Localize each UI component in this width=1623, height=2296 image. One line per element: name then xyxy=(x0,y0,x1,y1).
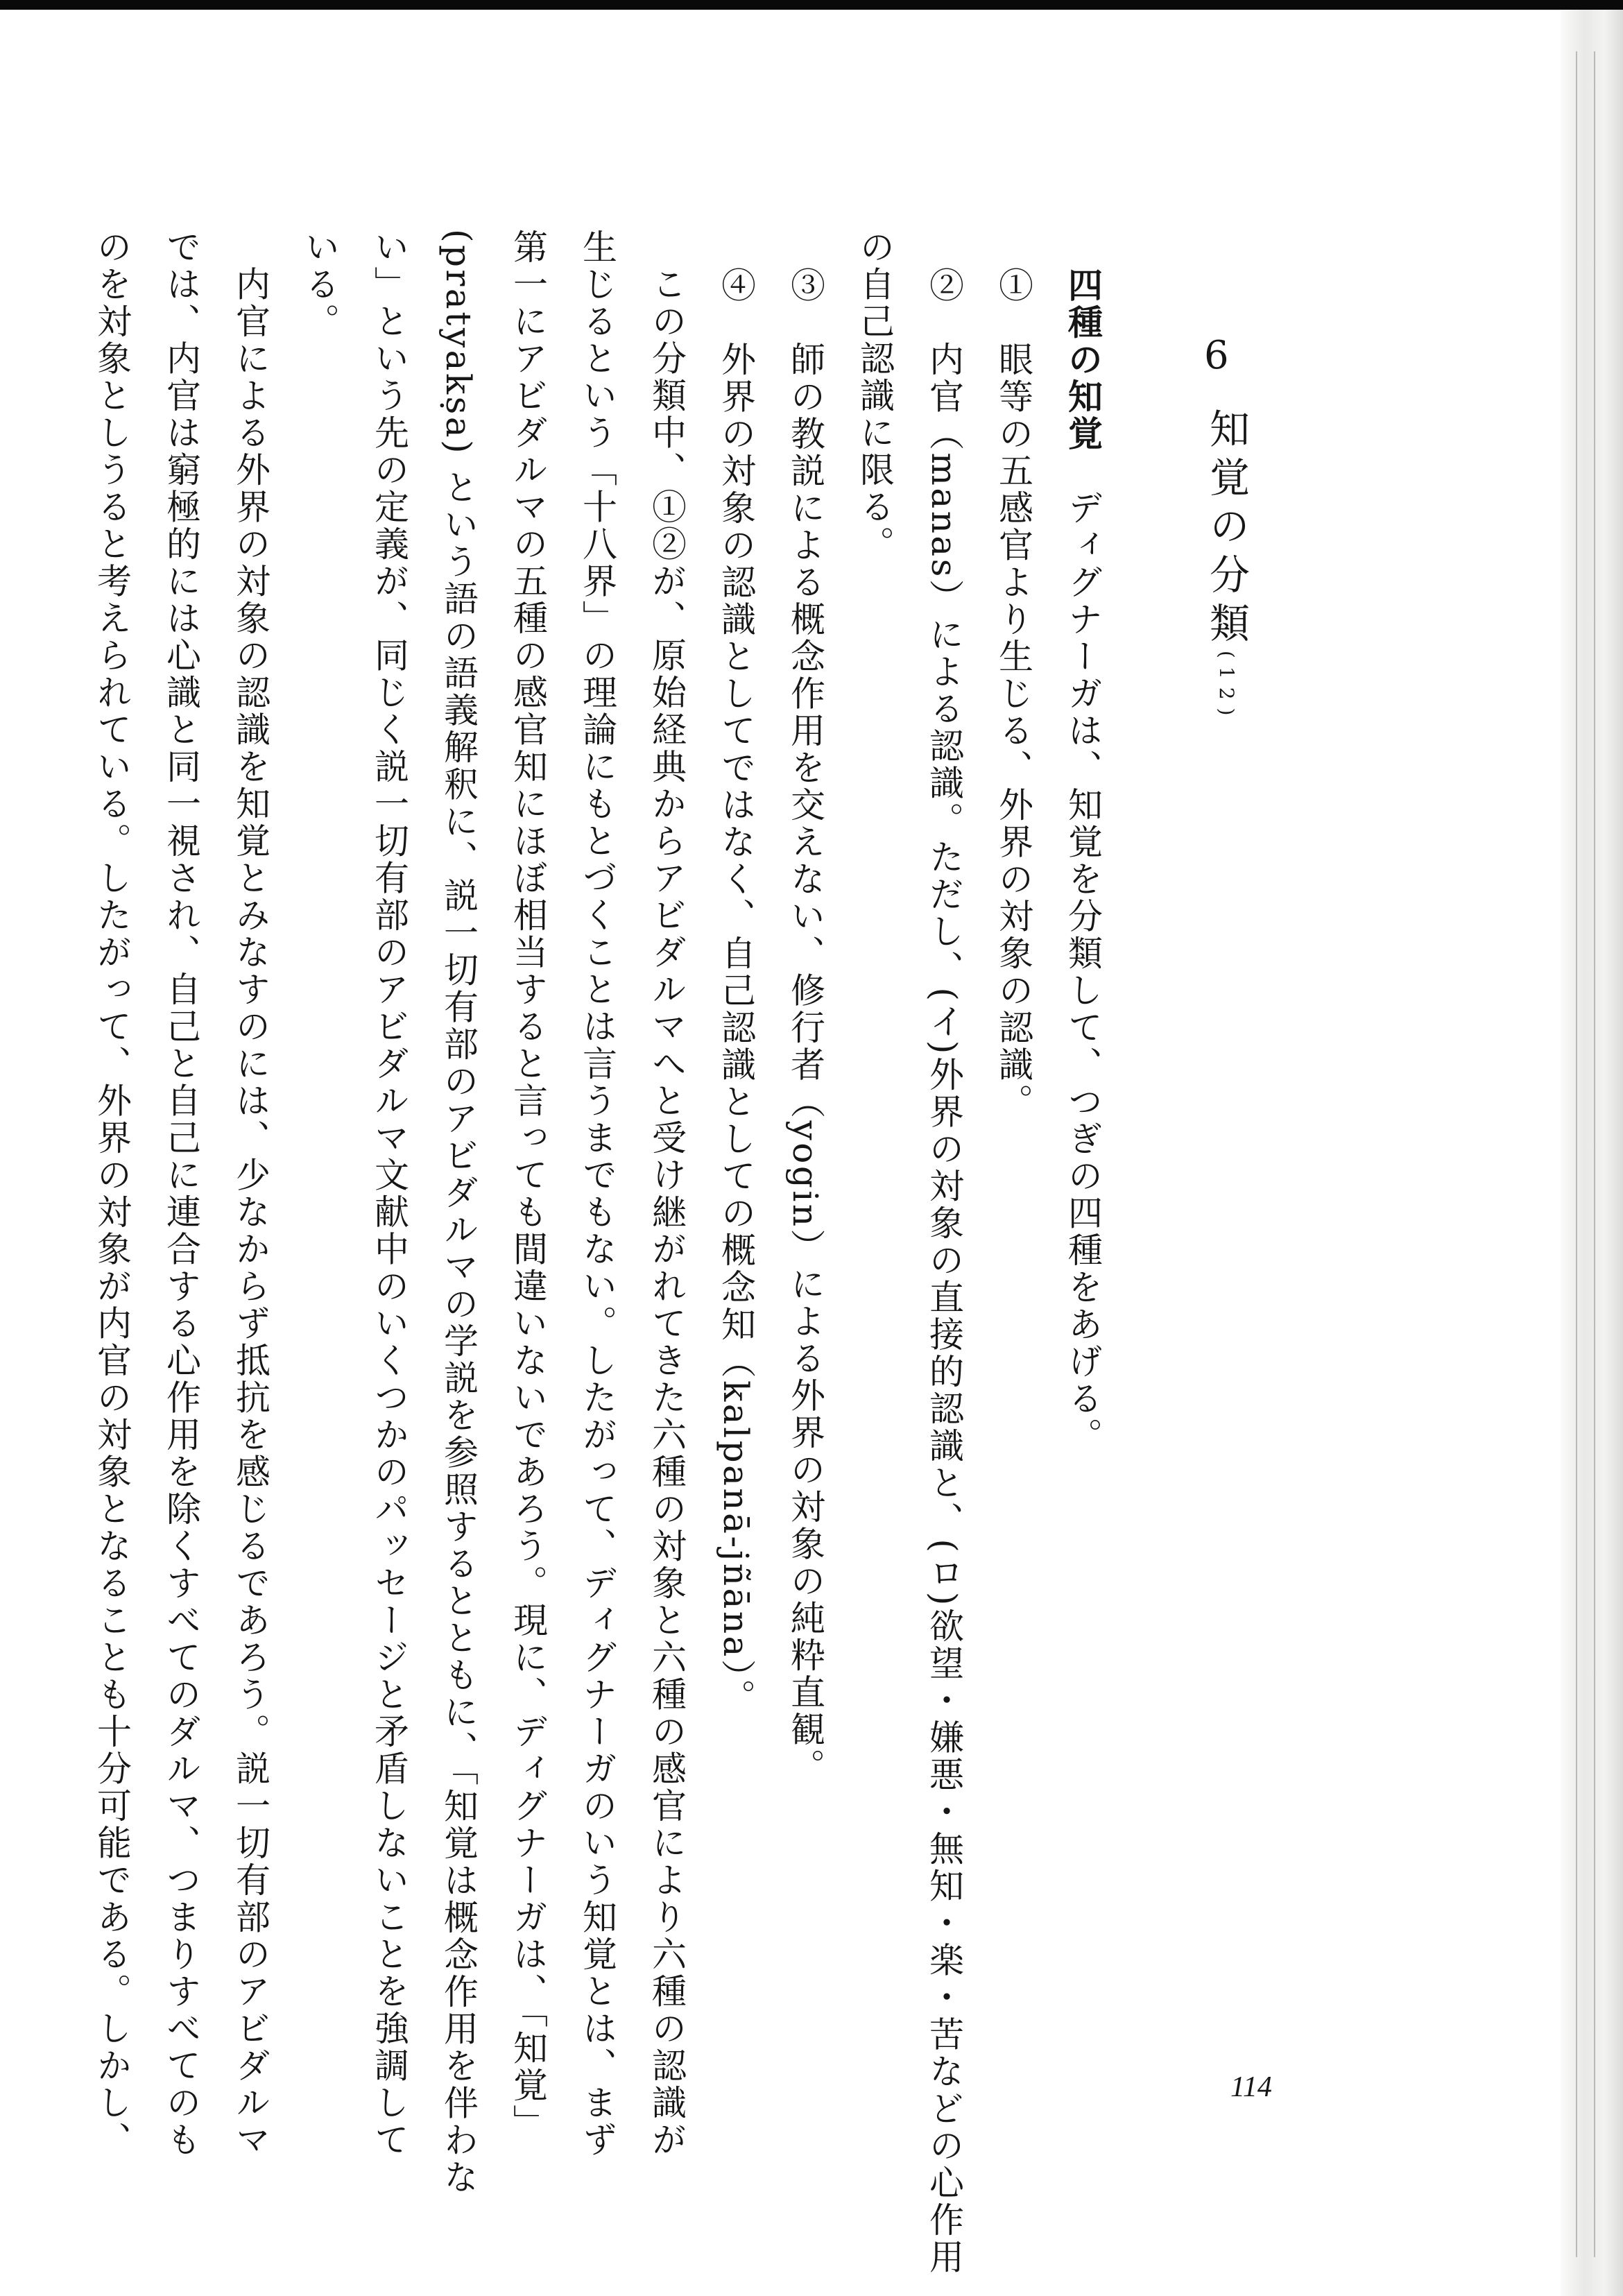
text-line: 内官による外界の対象の認識を知覚とみなすのには、少なからず抵抗を感じるであろう。説一切有部のアビダルマ xyxy=(230,229,270,2159)
book-binding-edge xyxy=(1561,10,1623,2296)
text-line: (pratyakṣa) という語の語義解釈に、説一切有部のアビダルマの学説を参照するとともに、「知覚は概念作用を伴わな xyxy=(438,229,479,2197)
scan-top-edge xyxy=(0,0,1623,10)
text-line: ディグナーガは、知覚を分類して、つぎの四種をあげる。 xyxy=(1063,452,1103,1455)
list-item-2: ② 内官（manas）による認識。ただし、(イ)外界の対象の直接的認識と、(ロ)欲望・嫌悪・無知・楽・苦などの心作用 xyxy=(924,267,964,2276)
list-item-4: ④ 外界の対象の認識としてではなく、自己認識としての概念知（kalpanā-jñāna）。 xyxy=(716,267,756,1716)
list-item-2-continued: の自己認識に限る。 xyxy=(855,229,895,563)
list-item-3: ③ 師の教説による概念作用を交えない、修行者（yogin）による外界の対象の純粋直観。 xyxy=(785,267,825,1786)
note-reference: (12) xyxy=(1215,651,1238,724)
text-line: い」という先の定義が、同じく説一切有部のアビダルマ文献中のいくつかのパッセージと矛盾しないことを強調して xyxy=(369,229,409,2159)
binding-line xyxy=(1594,51,1595,2257)
chapter-title-text: 知覚の分類 xyxy=(1203,408,1250,651)
text-line: この分類中、①②が、原始経典からアビダルマへと受け継がれてきた六種の対象と六種の感官により六種の認識が xyxy=(646,229,687,2159)
binding-line xyxy=(1576,51,1577,2257)
paragraph-heading-line xyxy=(1063,267,1103,1455)
text-line: 第一にアビダルマの五種の感官知にほぼ相当すると言っても間違いないであろう。現に、ディグナーガは、「知覚」 xyxy=(508,229,548,2141)
list-item-1: ① 眼等の五感官より生じる、外界の対象の認識。 xyxy=(993,267,1033,1121)
text-line: 生じるという「十八界」の理論にもとづくことは言うまでもない。したがって、ディグナーガのいう知覚とは、まず xyxy=(577,229,617,2159)
text-line: のを対象としうると考えられている。したがって、外界の対象が内官の対象となることも十分可能である。しかし、 xyxy=(92,229,132,2159)
chapter-title xyxy=(1197,408,1255,723)
text-line: では、内官は窮極的には心識と同一視され、自己と自己に連合する心作用を除くすべてのダルマ、つまりすべてのも xyxy=(161,229,201,2159)
chapter-number: 6 xyxy=(1204,333,1229,378)
text-line: いる。 xyxy=(300,229,340,341)
section-heading: 四種の知覚 xyxy=(1063,267,1103,453)
page-number: 114 xyxy=(1230,2071,1272,2103)
